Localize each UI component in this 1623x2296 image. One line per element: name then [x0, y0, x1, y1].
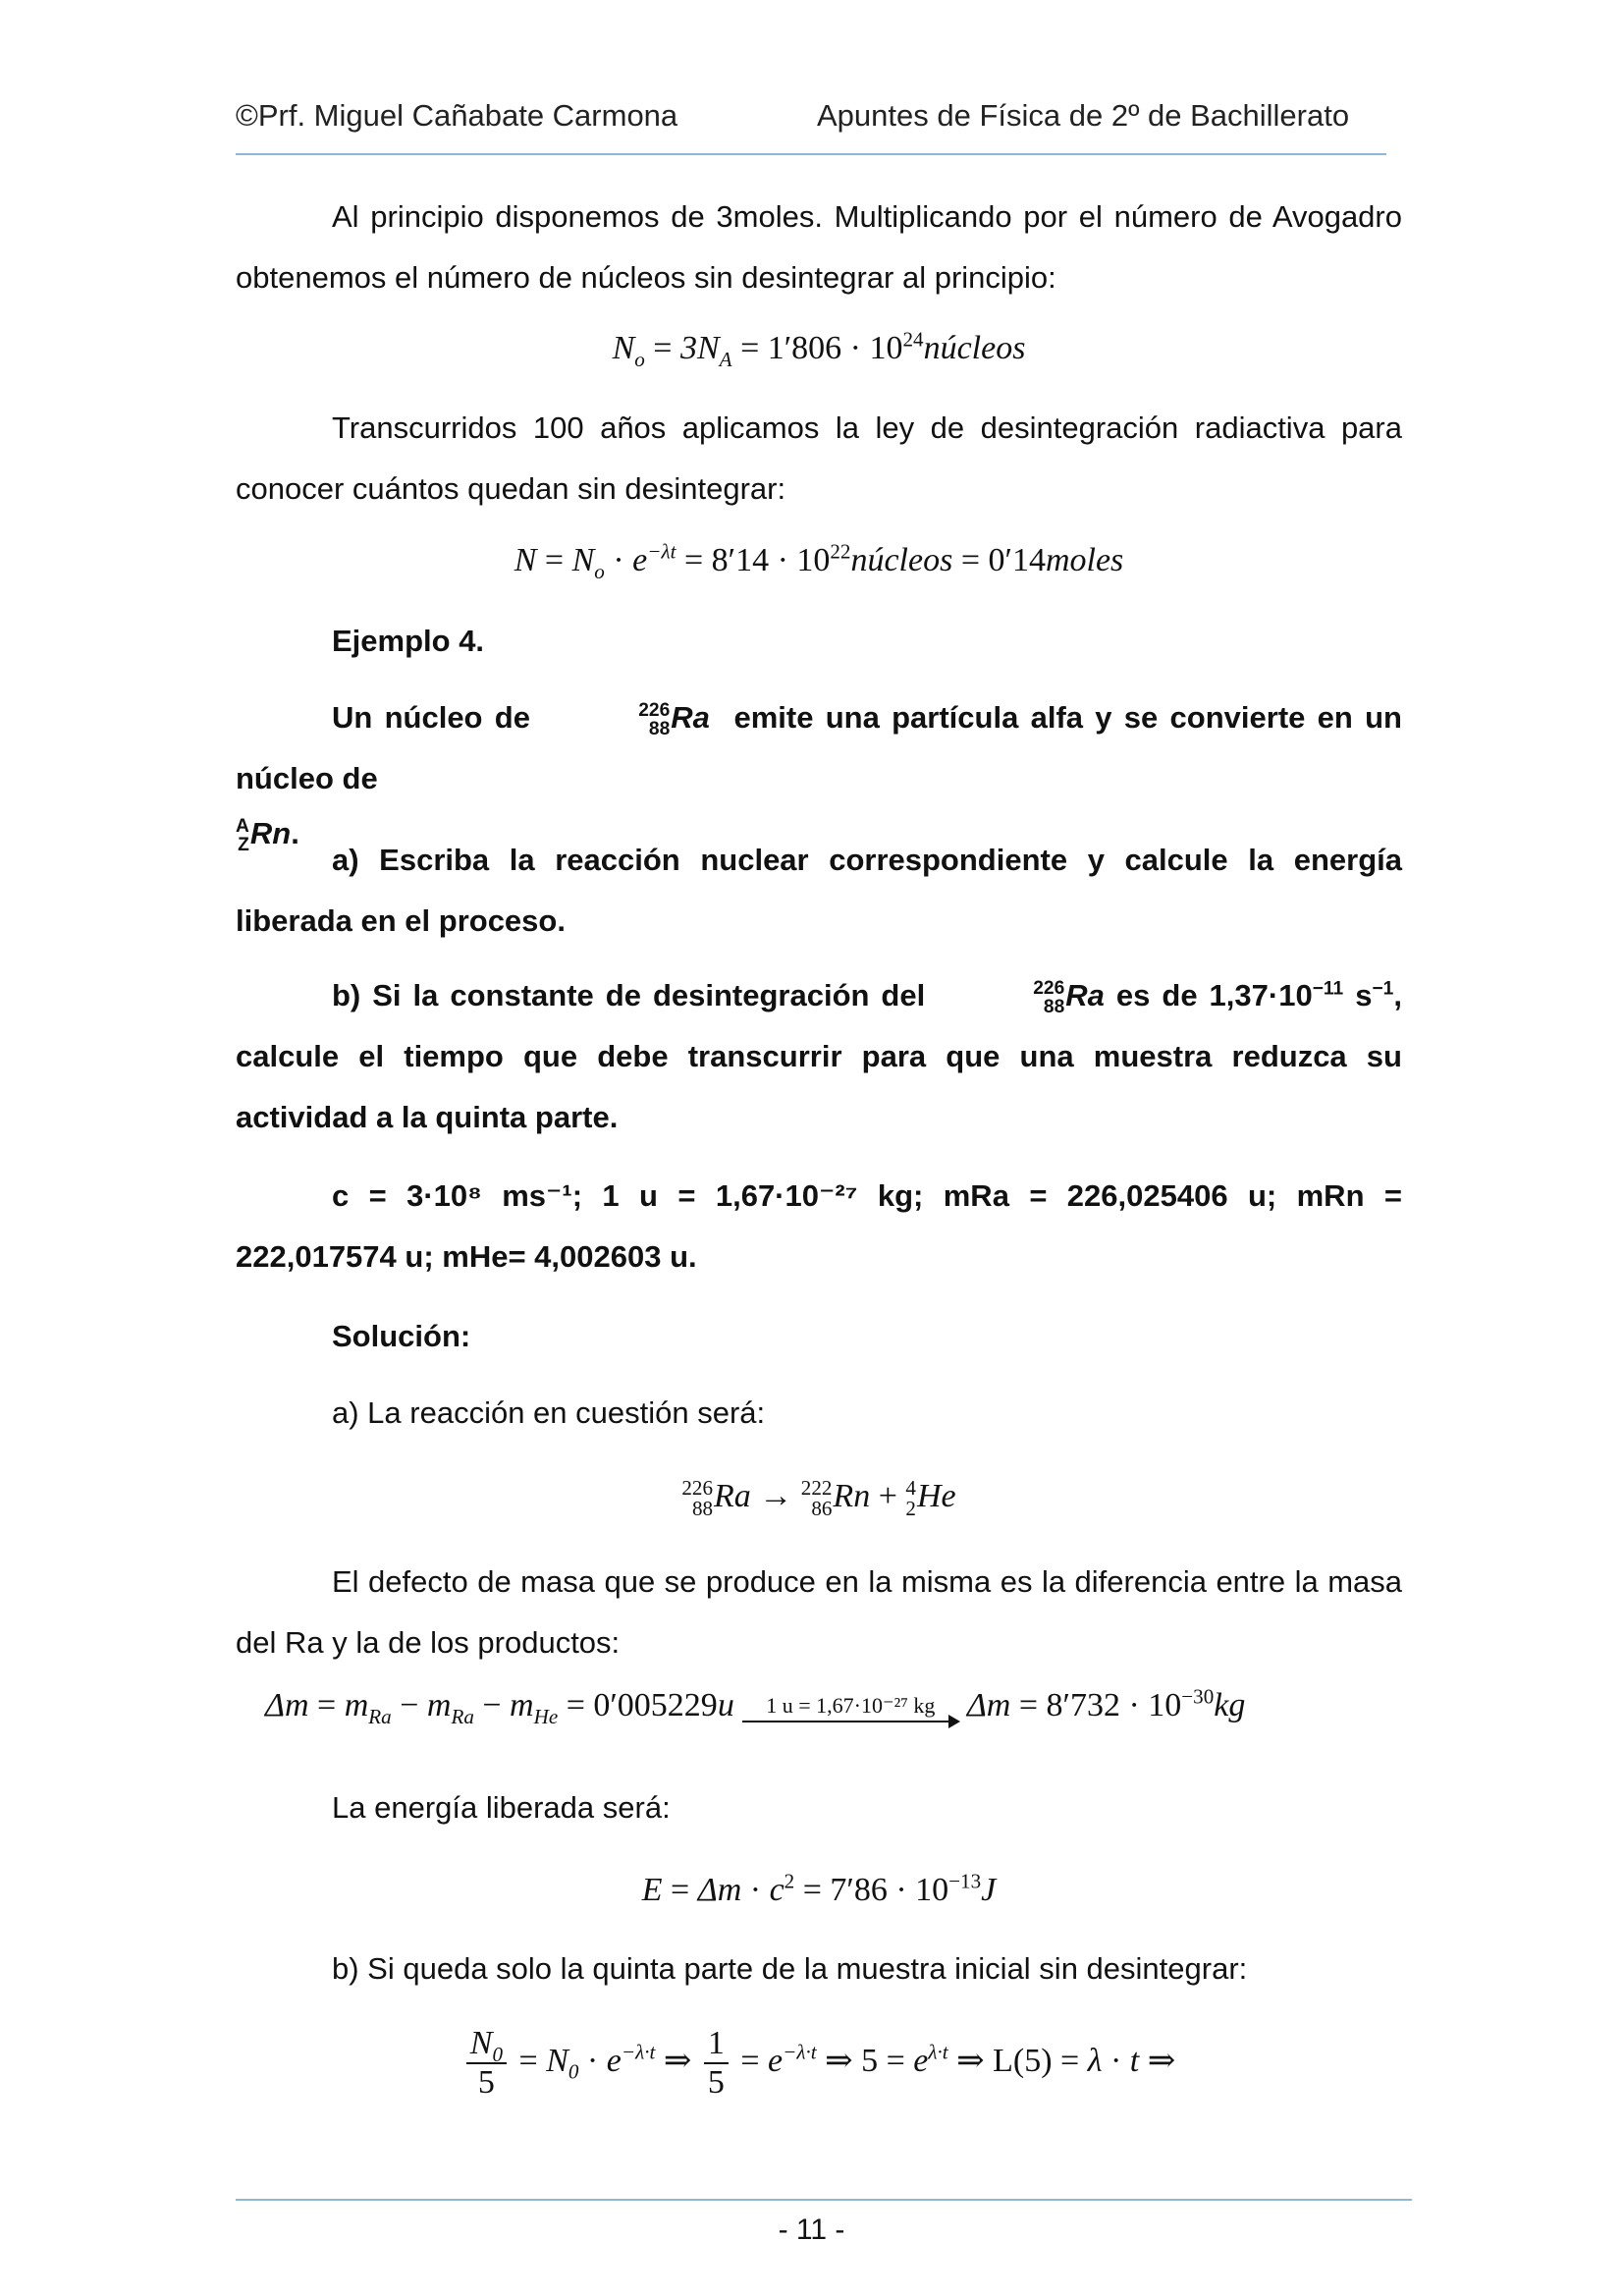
statement-nuclide-rn: A Z Rn. [236, 815, 299, 855]
solution-b-text: b) Si queda solo la quinta parte de la muestra inicial sin desintegrar: [332, 1951, 1248, 1986]
equation-initial-nuclei: $N_o = 3N_A = 1'806$ · $10^{24}núcleos$ [612, 327, 1026, 371]
part-a-text: a) Escriba la reacción nuclear correspondiente y calcule la energía liberada en el proceso. [236, 843, 1402, 938]
statement-text-2: emite una partícula alfa y se convierte en un núcleo de [236, 700, 1402, 795]
conversion-arrow: 1 u = 1,67·10⁻²⁷ kg [742, 1693, 958, 1722]
example-data [236, 1166, 1402, 1287]
header-rule [236, 153, 1386, 155]
equation-remaining-nuclei: $N = N_o \cdot e^{-\lambda t} = 8'14$ · $10^{22}núcleos$ = 0′14moles [514, 539, 1124, 583]
header-title: Apuntes de Física de 2º de Bachillerato [817, 98, 1350, 133]
example-part-b [236, 965, 1402, 1148]
footer-rule [236, 2199, 1412, 2201]
solution-part-a [236, 1383, 1402, 1444]
paragraph-text: Transcurridos 100 años aplicamos la ley de desintegración radiactiva para conocer cuántos quedan sin desintegrar: [236, 410, 1402, 506]
example-heading [236, 611, 1402, 672]
equation-mass-defect: $\Delta m = m_{Ra} - m_{Ra} - m_{He} = 0'005229u$ 1 u = 1,67·10⁻²⁷ kg $\Delta m = 8'732 \cdot 10^{-30}kg$ [265, 1684, 1246, 1728]
example-part-a [236, 830, 1402, 952]
page-number: - 11 - [778, 2214, 845, 2246]
paragraph-avogadro [236, 187, 1402, 308]
paragraph-text: El defecto de masa que se produce en la misma es la diferencia entre la masa del Ra y la de los productos: [236, 1564, 1402, 1660]
solution-title: Solución: [332, 1319, 471, 1353]
paragraph-decay-law [236, 398, 1402, 519]
solution-heading [236, 1306, 1402, 1367]
equation-reaction: 226 88 Ra → 222 86 Rn + 4 2 He [681, 1476, 956, 1521]
paragraph-text: La energía liberada será: [332, 1790, 671, 1825]
paragraph-mass-defect [236, 1552, 1402, 1673]
solution-part-b [236, 1939, 1402, 1999]
equation-fifth-part: $\frac{N_0}{5}$ = $N_0 \cdot e^{-\lambda\cdot t}$ ⇒ $\frac{1}{5}$ = $e^{-\lambda\cdot t}$ ⇒ $5 = e^{\lambda\cdot t}$ ⇒ L(5) = λ · t ⇒ [236, 2025, 1402, 2102]
equation-energy: $E = \Delta m \cdot c^2 = 7'86 \cdot 10^{-13}J$ [641, 1869, 997, 1908]
paragraph-text: Al principio disponemos de 3moles. Multiplicando por el número de Avogadro obtenemos el número de núcleos sin desintegrar al principio: [236, 199, 1402, 295]
statement-text-1: Un núcleo de [332, 700, 530, 735]
statement-line: Un núcleo de 226 88 Ra emite una partícula alfa y se convierte en un núcleo de [236, 699, 1402, 795]
paragraph-energy [236, 1777, 1402, 1838]
header-author: ©Prf. Miguel Cañabate Carmona [236, 98, 678, 133]
nuclide-ra226: 226 88 [638, 699, 671, 739]
nuclide-ra226: 226 88 [1033, 977, 1065, 1017]
part-b-text: b) Si la constante de desintegración del 226 88 Ra es de $1,37\cdot 10^{-11}$ $s^{-1}$, calcule el tiempo que debe transcurrir para que una muestra reduzca su actividad a la quinta parte. [236, 977, 1402, 1134]
data-text: c = 3·10⁸ ms⁻¹; 1 u = 1,67·10⁻²⁷ kg; mRa = 226,025406 u; mRn = 222,017574 u; mHe= 4,002603 u. [236, 1178, 1402, 1274]
example-title: Ejemplo 4. [332, 624, 485, 658]
solution-a-text: a) La reacción en cuestión será: [332, 1395, 766, 1430]
